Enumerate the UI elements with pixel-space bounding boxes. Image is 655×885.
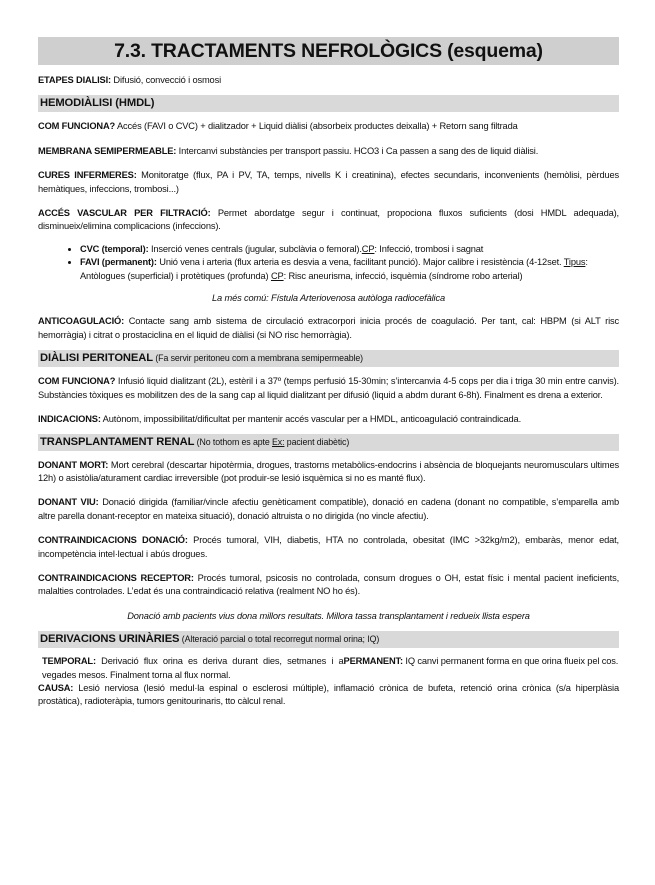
hemo-membrana-label: MEMBRANA SEMIPERMEABLE: bbox=[38, 145, 177, 156]
deriv-causa bbox=[38, 682, 619, 709]
causa-text: Lesió nerviosa (lesió medul·la espinal o esclerosi múltiple), inflamació crònica de bufeta, retenció orina crònica (s/a hiperplàsia prostàtica), radioteràpia, tumors genitourinaris, tto càlcul renal. bbox=[38, 682, 619, 707]
peri-ind-label: INDICACIONS: bbox=[38, 414, 101, 425]
acces-types-list bbox=[38, 243, 619, 283]
section-derivacions-header bbox=[38, 631, 619, 648]
temporal-label: TEMPORAL: bbox=[42, 656, 96, 667]
derivacions-subtitle: (Alteració parcial o total recorregut normal orina; IQ) bbox=[179, 634, 380, 645]
contra-rec-label: CONTRAINDICACIONS RECEPTOR: bbox=[38, 572, 194, 583]
list-item-cvc bbox=[80, 243, 619, 256]
trans-donant-viu bbox=[38, 496, 619, 523]
viu-text: Donació dirigida (familiar/vincle afectiu genèticament compatible), donació en cadena (donant no compatible, s’emparella amb altre parella donant-receptor en mateixa situació), donació altruista o no dirigida (no vincle afectiu). bbox=[38, 497, 619, 521]
transplant-title: TRANSPLANTAMENT RENAL bbox=[40, 435, 195, 448]
hemo-cures-label: CURES INFERMERES: bbox=[38, 170, 137, 181]
transplant-subtitle-2: pacient diabètic) bbox=[284, 436, 350, 447]
contra-don-label: CONTRAINDICACIONS DONACIÓ: bbox=[38, 535, 188, 546]
page-title: 7.3. TRACTAMENTS NEFROLÒGICS (esquema) bbox=[38, 37, 619, 65]
etapes-text: Difusió, convecció i osmosi bbox=[111, 75, 221, 85]
hemo-acces-vascular bbox=[38, 207, 619, 234]
permanent-label: PERMANENT: bbox=[343, 656, 403, 667]
trans-donant-mort bbox=[38, 459, 619, 486]
hemo-acces-label: ACCÉS VASCULAR PER FILTRACIÓ: bbox=[38, 208, 211, 219]
transplant-ex: Ex: bbox=[272, 436, 285, 447]
derivacions-title: DERIVACIONS URINÀRIES bbox=[40, 633, 180, 646]
favi-cp-label: CP bbox=[270, 270, 284, 281]
document-page bbox=[0, 37, 655, 885]
deriv-permanent bbox=[344, 655, 619, 682]
etapes-dialisi bbox=[38, 74, 619, 87]
derivacions-columns bbox=[38, 655, 619, 682]
permanent-text: IQ canvi permanent forma en que orina flueix pel cos. bbox=[403, 656, 619, 667]
favi-text: Unió vena i arteria (flux arteria es desvia a vena, facilitant punció). Major calibre i resistència (4-12set. bbox=[156, 257, 564, 268]
favi-label: FAVI (permanent): bbox=[80, 257, 157, 268]
hemo-com-label: COM FUNCIONA? bbox=[38, 121, 116, 132]
hemo-acces-text: Permet abordatge segur i continuat, propociona fluxos suficients (dosi HMDL adequada), disminueix/elimina complicacions (infeccions). bbox=[38, 208, 619, 232]
cvc-cp-text: : Infecció, trombosi i sagnat bbox=[374, 243, 484, 254]
cvc-cp-label: CP bbox=[361, 243, 375, 254]
hemodialisi-title: HEMODIÀLISI (HMDL) bbox=[40, 97, 155, 110]
peri-indicacions bbox=[38, 413, 619, 426]
section-transplant-header bbox=[38, 434, 619, 451]
cvc-text: Inserció venes centrals (jugular, subclàvia o femoral). bbox=[148, 243, 362, 254]
trans-contra-receptor bbox=[38, 572, 619, 599]
hemo-com-funciona bbox=[38, 120, 619, 133]
hemo-cures bbox=[38, 169, 619, 196]
hemo-cures-text: Monitoratge (flux, PA i PV, TA, temps, nivells K i creatinina), efectes secundaris, inconvenients (hemòlisi, pèrdues hemàtiques, infeccions, trombosi...) bbox=[38, 170, 619, 194]
trans-contra-donacio bbox=[38, 534, 619, 561]
section-hemodialisi-header bbox=[38, 95, 619, 112]
favi-cp-text: : Risc aneurisma, infecció, isquèmia (síndrome robo arterial) bbox=[283, 270, 523, 281]
peri-com-label: COM FUNCIONA? bbox=[38, 376, 116, 387]
hemo-anticoagulacio bbox=[38, 315, 619, 342]
trans-note: Donació amb pacients vius dona millors resultats. Millora tassa transplantament i redueix llista espera bbox=[127, 610, 530, 621]
peri-com-text: Infusió liquid dialitzant (2L), estèril i a 37º (temps perfusió 15-30min; s’intercanvia 4-5 cops per dia i triga 30 min entre canvis). Substàncies tòxiques es mobilitzen des de la sang cap al liquid dialitzant per difusió (liquid a abdm durant 6-8h). Finalment es drena a exterior. bbox=[38, 376, 619, 400]
hemo-membrana bbox=[38, 145, 619, 158]
transplant-subtitle: (No tothom es apte bbox=[194, 436, 273, 447]
favi-tipus-text: : Antòlogues (superficial) i protètiques (profunda) bbox=[80, 257, 588, 281]
causa-label: CAUSA: bbox=[38, 682, 74, 693]
viu-label: DONANT VIU: bbox=[38, 497, 99, 508]
hemo-com-text: Accés (FAVI o CVC) + dialitzador + Liquid diàlisi (absorbeix productes deixalla) + Retorn sang filtrada bbox=[115, 121, 518, 132]
contra-rec-text: Procés tumoral, psicosis no controlada, consum drogues o OH, estat físic i mental pacient ineficients, malalties controlades. L’edat és una contraindicació relativa (realment NO ho és). bbox=[38, 572, 619, 597]
temporal-text: Derivació flux orina es deriva durant dies, setmanes i a vegades mesos. Finalment torna al flux normal. bbox=[42, 656, 344, 680]
deriv-temporal bbox=[38, 655, 344, 682]
hemo-note: La més comú: Fístula Arteriovenosa autòloga radiocefàlica bbox=[212, 293, 445, 304]
hemo-membrana-text: Intercanvi substàncies per transport passiu. HCO3 i Ca passen a sang des de liquid diàlisi. bbox=[176, 145, 539, 156]
cvc-label: CVC (temporal): bbox=[80, 243, 149, 254]
anti-text: Contacte sang amb sistema de circulació extracorpori inicia procés de coagulació. Per tant, cal: HBPM (si ALT risc hemorràgia) i citrat o prostaciclina en el liquid de diàlisi (si NO risc hemorràgia). bbox=[38, 316, 619, 340]
peri-com-funciona bbox=[38, 375, 619, 402]
mort-text: Mort cerebral (descartar hipotèrmia, drogues, trastorns metabòlics-endocrins i absència de bloquejants neuromusculars ultimes 12h) o asistòlia/aturament cardiac irreversible (pot produir-se lesió isquèmica si no es manté flux). bbox=[38, 459, 620, 483]
list-item-favi bbox=[80, 256, 619, 283]
peritoneal-title: DIÀLISI PERITONEAL bbox=[40, 352, 153, 365]
etapes-label: ETAPES DIALISI: bbox=[38, 75, 111, 85]
contra-don-text: Procés tumoral, VIH, diabetis, HTA no controlada, obesitat (IMC >32kg/m2), embaràs, menor edat, incompetència intel·lectual i abús drogues. bbox=[38, 535, 619, 559]
anti-label: ANTICOAGULACIÓ: bbox=[38, 316, 125, 327]
peritoneal-subtitle: (Fa servir peritoneu com a membrana semipermeable) bbox=[153, 353, 364, 364]
mort-label: DONANT MORT: bbox=[38, 459, 109, 470]
peri-ind-text: Autònom, impossibilitat/dificultat per mantenir accés vascular per a HMDL, anticoagulació contraindicada. bbox=[100, 414, 522, 425]
section-peritoneal-header bbox=[38, 350, 619, 367]
favi-tipus-label: Tipus bbox=[563, 257, 586, 268]
